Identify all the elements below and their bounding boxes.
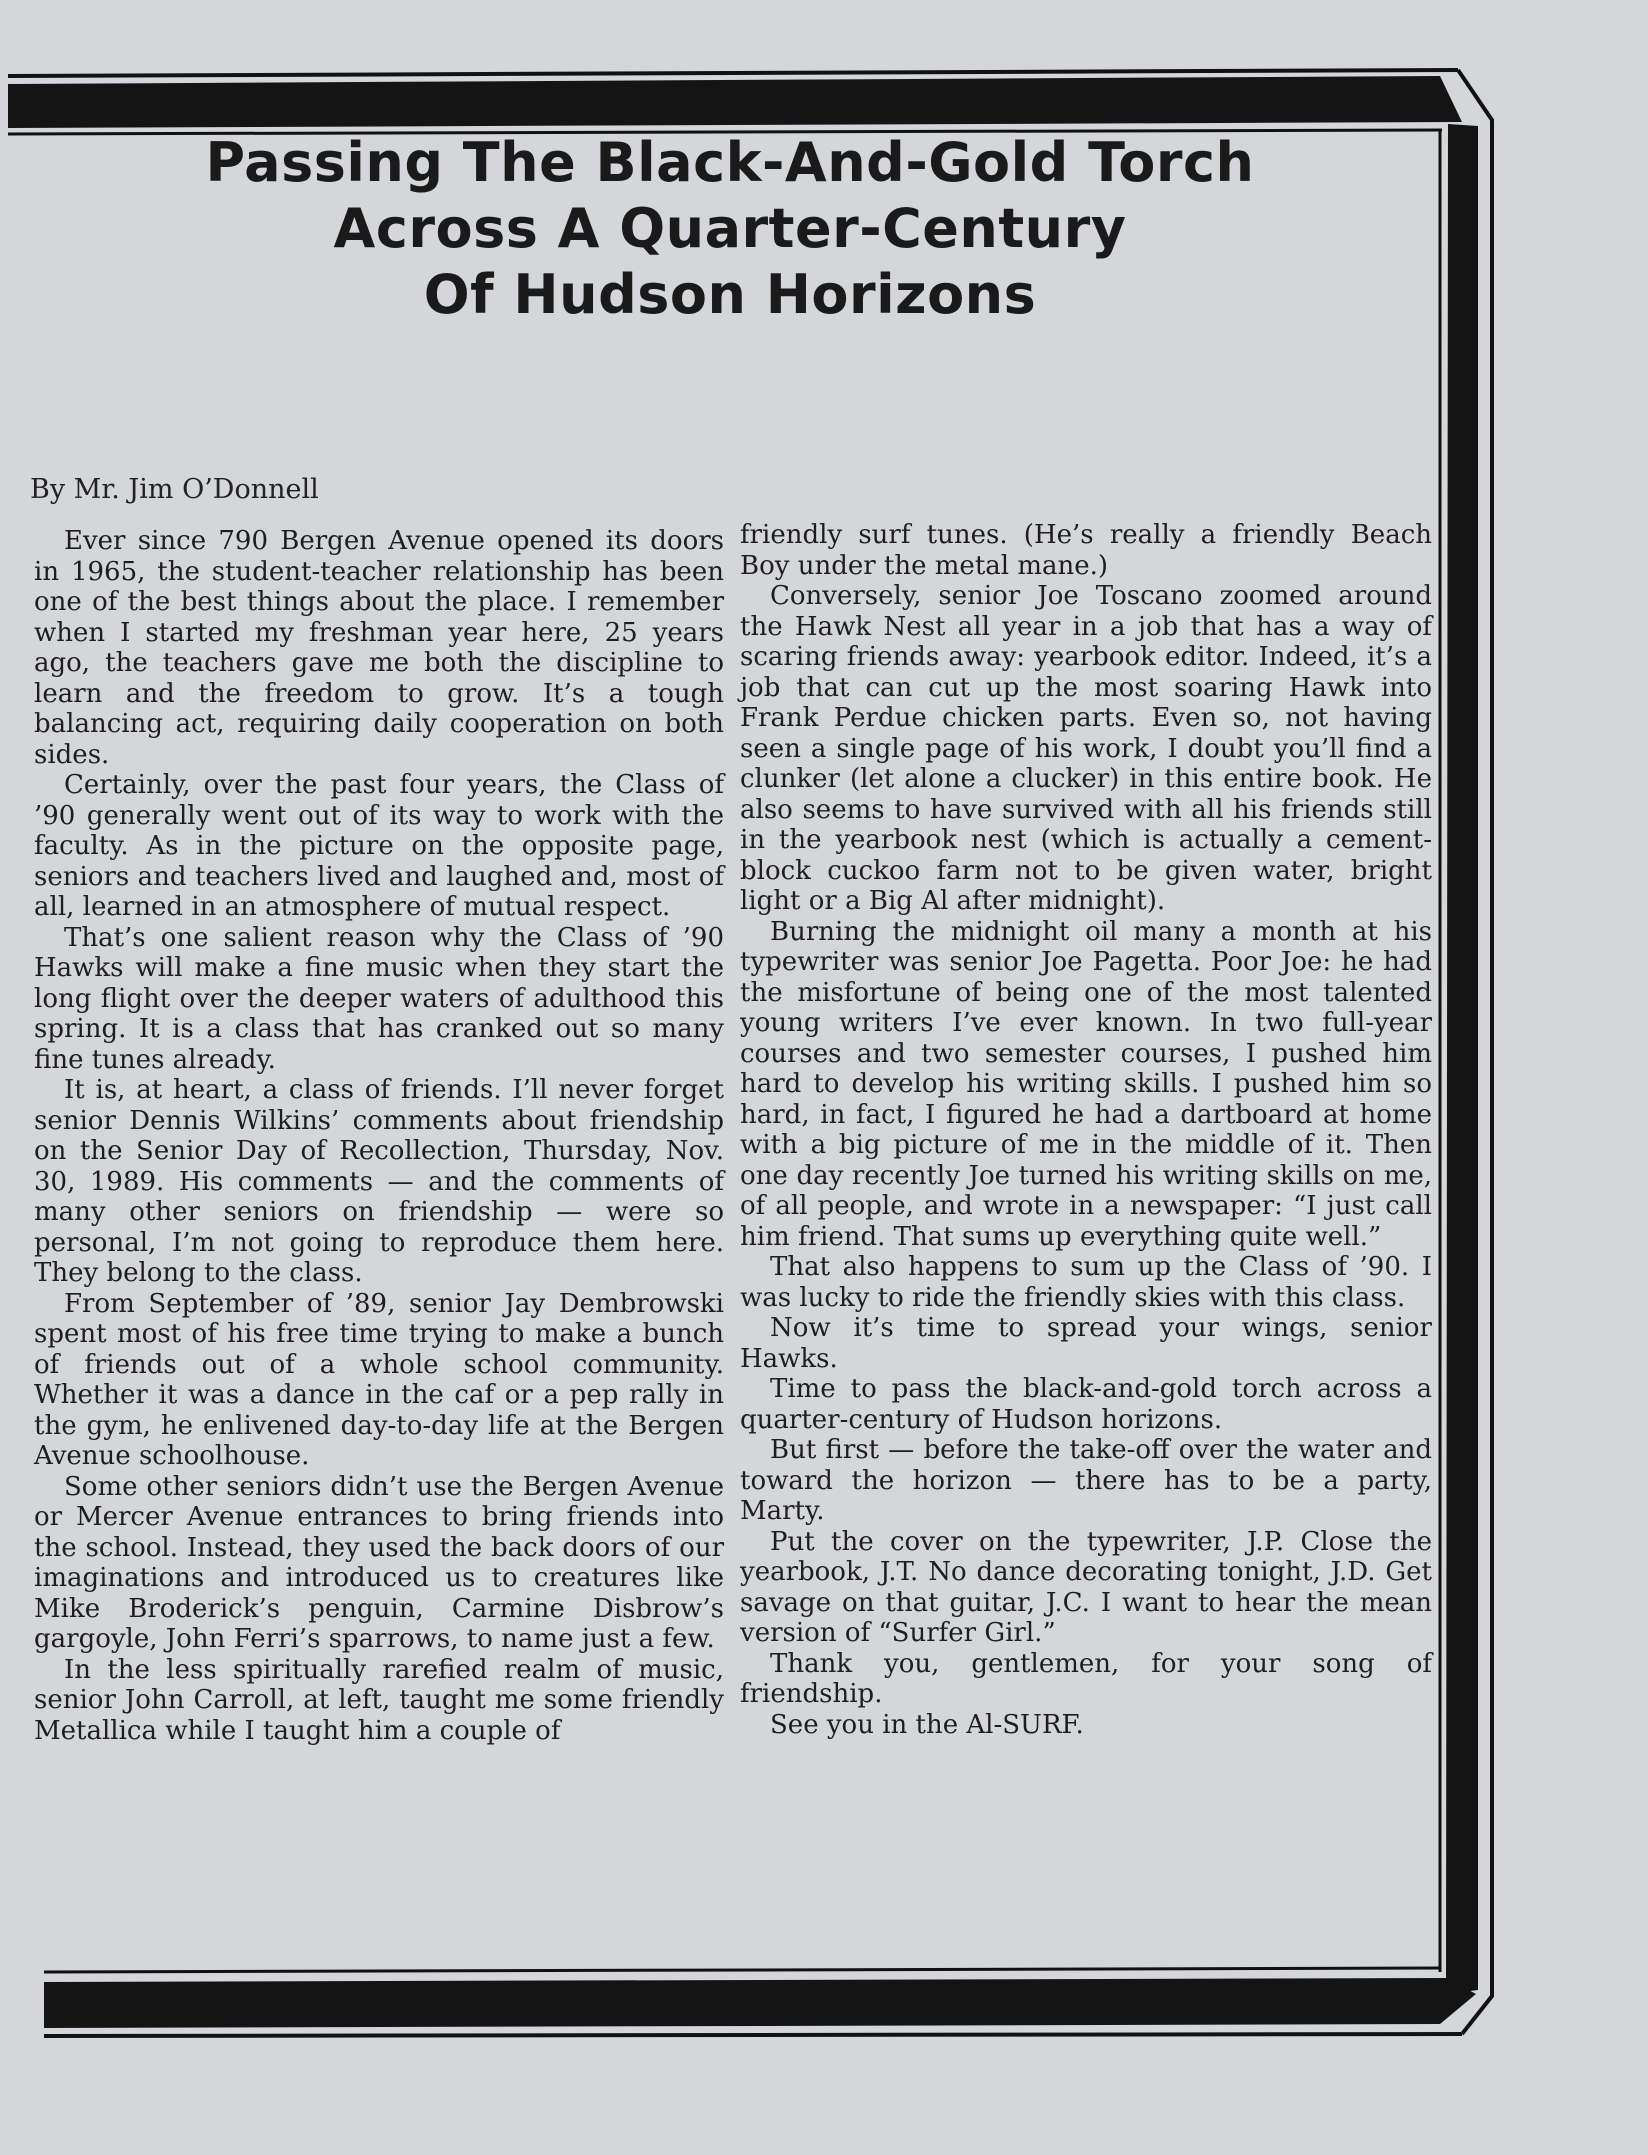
paragraph: Thank you, gentlemen, for your song of friendship. [740, 1648, 1432, 1709]
paragraph: Put the cover on the typewriter, J.P. Close the yearbook, J.T. No dance decorating tonight, J.D. Get savage on that guitar, J.C. I want to hear the mean version of “Surfer Girl.” [740, 1526, 1432, 1648]
article-headline [150, 130, 1310, 328]
paragraph: In the less spiritually rarefied realm of music, senior John Carroll, at left, taught me some friendly Metallica while I taught him a couple of [34, 1654, 724, 1746]
top-thin-rule [8, 70, 1458, 76]
bottom-inner-rule [44, 1968, 1440, 1972]
paragraph: friendly surf tunes. (He’s really a friendly Beach Boy under the metal mane.) [740, 520, 1432, 581]
paragraph: That also happens to sum up the Class of ’90. I was lucky to ride the friendly skies with this class. [740, 1252, 1432, 1313]
paragraph: Now it’s time to spread your wings, senior Hawks. [740, 1313, 1432, 1374]
headline-line-3: Of Hudson Horizons [423, 263, 1037, 326]
bottom-outer-rule [44, 2034, 1462, 2036]
headline-line-2: Across A Quarter-Century [333, 197, 1127, 260]
paragraph: See you in the Al-SURF. [770, 1709, 1084, 1740]
paragraph: Certainly, over the past four years, the Class of ’90 generally went out of its way to work with the faculty. As in the picture on the opposite page, seniors and teachers lived and laughed and, most of all, learned in an atmosphere of mutual respect. [34, 770, 724, 922]
right-thick-bar [1446, 124, 1478, 1994]
paragraph: Conversely, senior Joe Toscano zoomed around the Hawk Nest all year in a job that has a way of scaring friends away: yearbook editor. Indeed, it’s a job that can cut up the most soaring Hawk into Frank Perdue chicken parts. Even so, not having seen a single page of his work, I doubt you’ll find a clunker (let alone a clucker) in this entire book. He also seems to have survived with all his friends still in the yearbook nest (which is actually a cement-block cuckoo farm not to be given water, bright light or a Big Al after midnight). [740, 581, 1432, 916]
paragraph: Some other seniors didn’t use the Bergen Avenue or Mercer Avenue entrances to bring friends into the school. Instead, they used the back doors of our imaginations and introduced us to creatures like Mike Broderick’s penguin, Carmine Disbrow’s gargoyle, John Ferri’s sparrows, to name just a few. [34, 1471, 724, 1654]
paragraph: It is, at heart, a class of friends. I’ll never forget senior Dennis Wilkins’ comments about friendship on the Senior Day of Recollection, Thursday, Nov. 30, 1989. His comments — and the comments of many other seniors on friendship — were so personal, I’m not going to reproduce them here. They belong to the class. [34, 1075, 724, 1288]
bottom-thick-bar [44, 1978, 1476, 2028]
right-column [740, 520, 1432, 1740]
top-thick-bar [8, 76, 1462, 128]
paragraph: That’s one salient reason why the Class of ’90 Hawks will make a fine music when they start the long flight over the deeper waters of adulthood this spring. It is a class that has cranked out so many fine tunes already. [34, 922, 724, 1075]
paragraph: But first — before the take-off over the water and toward the horizon — there has to be a party, Marty. [740, 1435, 1432, 1526]
paragraph: Time to pass the black-and-gold torch across a quarter-century of Hudson horizons. [740, 1374, 1432, 1435]
byline: By Mr. Jim O’Donnell [30, 474, 319, 505]
paragraph: From September of ’89, senior Jay Dembrowski spent most of his free time trying to make a bunch of friends out of a whole school community. Whether it was a dance in the caf or a pep rally in the gym, he enlivened day-to-day life at the Bergen Avenue schoolhouse. [34, 1288, 724, 1471]
paragraph: Burning the midnight oil many a month at his typewriter was senior Joe Pagetta. Poor Joe: he had the misfortune of being one of the most talented young writers I’ve ever known. In two full-year courses and two semester courses, I pushed him hard to develop his writing skills. I pushed him so hard, in fact, I figured he had a dartboard at home with a big picture of me in the middle of it. Then one day recently Joe turned his writing skills on me, of all people, and wrote in a newspaper: “I just call him friend. That sums up everything quite well.” [740, 916, 1432, 1252]
headline-line-1: Passing The Black-And-Gold Torch [205, 131, 1255, 194]
left-column [34, 526, 724, 1746]
paragraph: Ever since 790 Bergen Avenue opened its doors in 1965, the student-teacher relationship has been one of the best things about the place. I remember when I started my freshman year here, 25 years ago, the teachers gave me both the discipline to learn and the freedom to grow. It’s a tough balancing act, requiring daily cooperation on both sides. [34, 526, 724, 770]
